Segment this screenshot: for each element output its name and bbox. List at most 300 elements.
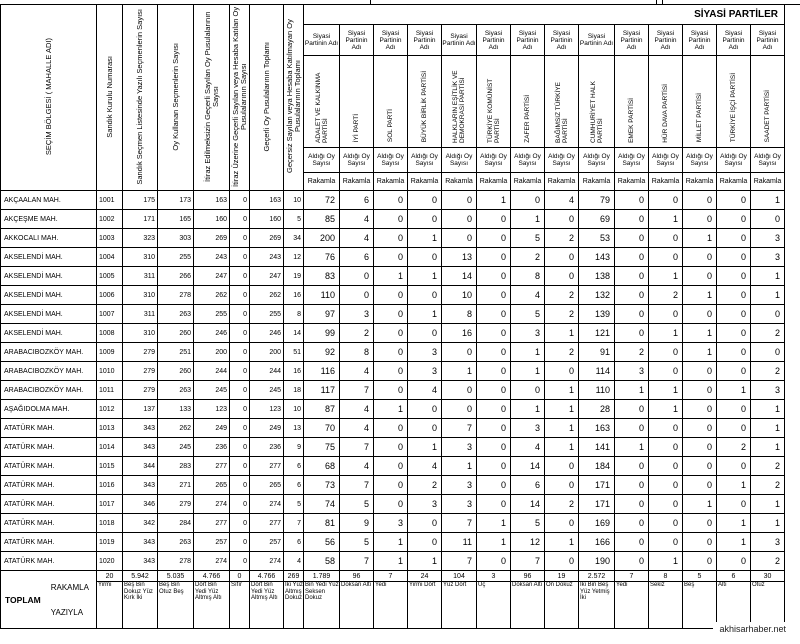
- party-vote: 0: [477, 419, 511, 438]
- table-row: [1, 400, 785, 419]
- party-vote: 0: [649, 362, 683, 381]
- party-vote: 0: [477, 248, 511, 267]
- party-vote: 0: [477, 305, 511, 324]
- cell-value: 265: [194, 476, 230, 495]
- table-row: [1, 286, 785, 305]
- party-vote: 1: [683, 343, 717, 362]
- ward-name: ARABACIBOZKÖY MAH.: [1, 343, 97, 362]
- party-name-label: Siyasi Partinin Adı: [408, 25, 442, 56]
- cell-value: 1011: [97, 381, 123, 400]
- cell-value: 344: [123, 457, 158, 476]
- party-vote: 0: [545, 248, 579, 267]
- party-name: TÜRKİYE İŞÇİ PARTİSİ: [730, 73, 737, 143]
- cell-value: 1012: [97, 400, 123, 419]
- cell-value: 0: [230, 552, 250, 571]
- cell-value: 246: [250, 324, 284, 343]
- party-vote: 1: [408, 438, 442, 457]
- party-vote: 0: [649, 343, 683, 362]
- cell-value: 160: [250, 210, 284, 229]
- party-name-label: Siyasi Partinin Adı: [374, 25, 408, 56]
- cell-value: 0: [230, 248, 250, 267]
- cell-value: 0: [230, 419, 250, 438]
- cell-value: 13: [284, 419, 304, 438]
- party-vote: 0: [545, 362, 579, 381]
- party-vote: 0: [717, 191, 751, 210]
- party-vote: 1: [717, 476, 751, 495]
- total-written: Altı: [717, 582, 751, 629]
- cell-value: 14: [284, 324, 304, 343]
- party-vote: 0: [374, 305, 408, 324]
- party-vote: 1: [374, 552, 408, 571]
- party-vote: 0: [615, 533, 649, 552]
- cell-value: 278: [158, 552, 194, 571]
- cell-value: 283: [158, 457, 194, 476]
- party-vote: 5: [340, 533, 374, 552]
- party-vote: 7: [340, 552, 374, 571]
- party-name-label: Siyasi Partinin Adı: [751, 25, 785, 56]
- cell-value: 200: [194, 343, 230, 362]
- party-vote: 0: [442, 191, 477, 210]
- party-vote: 0: [408, 248, 442, 267]
- total-written: Beş: [683, 582, 717, 629]
- party-vote: 0: [717, 400, 751, 419]
- cell-value: 310: [123, 248, 158, 267]
- party-vote: 1: [545, 438, 579, 457]
- cell-value: 0: [230, 343, 250, 362]
- received-votes-label: Aldığı Oy Sayısı: [615, 148, 649, 173]
- party-vote: 0: [477, 457, 511, 476]
- received-votes-label: Aldığı Oy Sayısı: [751, 148, 785, 173]
- party-vote: 0: [683, 400, 717, 419]
- cell-value: 262: [194, 286, 230, 305]
- parties-title: SİYASİ PARTİLER: [304, 5, 785, 25]
- cell-value: 0: [230, 495, 250, 514]
- ward-name: AKSELENDİ MAH.: [1, 324, 97, 343]
- party-vote: 2: [751, 457, 785, 476]
- cell-value: 274: [250, 552, 284, 571]
- cell-value: 247: [250, 267, 284, 286]
- party-vote: 28: [579, 400, 615, 419]
- party-vote: 0: [374, 229, 408, 248]
- party-vote: 0: [374, 343, 408, 362]
- party-name-label: Siyasi Partinin Adı: [477, 25, 511, 56]
- party-vote: 0: [615, 400, 649, 419]
- party-name: SOL PARTİ: [387, 109, 394, 143]
- party-name: HÜR DAVA PARTİSİ: [662, 83, 669, 143]
- party-vote: 1: [545, 381, 579, 400]
- total-written: On Dokuz: [545, 582, 579, 629]
- party-vote: 1: [649, 552, 683, 571]
- ward-name: ATATÜRK MAH.: [1, 457, 97, 476]
- party-vote: 3: [408, 495, 442, 514]
- party-vote: 0: [615, 324, 649, 343]
- party-vote: 85: [304, 210, 340, 229]
- party-vote: 0: [717, 267, 751, 286]
- party-vote: 0: [717, 419, 751, 438]
- party-vote: 3: [340, 305, 374, 324]
- cell-value: 277: [194, 514, 230, 533]
- column-header-label: Oy Kullanan Seçmenlerin Sayısı: [170, 42, 180, 151]
- party-vote: 0: [545, 476, 579, 495]
- cell-value: 260: [158, 362, 194, 381]
- party-vote: 7: [442, 514, 477, 533]
- party-vote: 83: [304, 267, 340, 286]
- party-vote: 1: [649, 210, 683, 229]
- party-name-4: [442, 56, 477, 148]
- cell-value: 1008: [97, 324, 123, 343]
- ward-name: ARABACIBOZKÖY MAH.: [1, 362, 97, 381]
- totals-written-label: YAZIYLA: [50, 607, 84, 617]
- party-vote: 2: [545, 229, 579, 248]
- total-written: Üç: [477, 582, 511, 629]
- party-vote: 0: [408, 324, 442, 343]
- cell-value: 123: [250, 400, 284, 419]
- party-vote: 0: [477, 286, 511, 305]
- party-vote: 2: [751, 324, 785, 343]
- cell-value: 0: [230, 400, 250, 419]
- received-votes-label: Aldığı Oy Sayısı: [477, 148, 511, 173]
- party-vote: 0: [683, 267, 717, 286]
- party-name: HALKLARIN EŞİTLİK VE DEMOKRASİ PARTİSİ: [452, 69, 466, 143]
- total-numeric: 2.572: [579, 571, 615, 582]
- party-vote: 2: [751, 552, 785, 571]
- party-vote: 1: [374, 533, 408, 552]
- party-vote: 116: [304, 362, 340, 381]
- party-vote: 12: [511, 533, 545, 552]
- received-votes-label: Aldığı Oy Sayısı: [408, 148, 442, 173]
- party-vote: 3: [511, 324, 545, 343]
- party-vote: 1: [511, 400, 545, 419]
- total-numeric: 5.942: [123, 571, 158, 582]
- party-vote: 6: [511, 476, 545, 495]
- party-vote: 56: [304, 533, 340, 552]
- party-vote: 0: [649, 476, 683, 495]
- party-vote: 1: [374, 400, 408, 419]
- total-numeric: 7: [615, 571, 649, 582]
- party-vote: 4: [511, 438, 545, 457]
- cell-value: 163: [250, 191, 284, 210]
- total-written: Bin Yedi Yüz Seksen Dokuz: [304, 582, 340, 629]
- party-vote: 0: [408, 400, 442, 419]
- party-vote: 4: [340, 210, 374, 229]
- party-vote: 8: [511, 267, 545, 286]
- table-row: [1, 476, 785, 495]
- total-written: İki Yüz Altmış Dokuz: [284, 582, 304, 629]
- received-votes-label: Aldığı Oy Sayısı: [717, 148, 751, 173]
- party-vote: 4: [340, 457, 374, 476]
- party-vote: 0: [717, 324, 751, 343]
- party-vote: 0: [615, 514, 649, 533]
- table-row: [1, 533, 785, 552]
- party-vote: 5: [511, 229, 545, 248]
- total-numeric: 3: [477, 571, 511, 582]
- party-vote: 1: [477, 191, 511, 210]
- header-col-5: [250, 5, 284, 191]
- party-vote: 2: [717, 438, 751, 457]
- party-vote: 7: [442, 419, 477, 438]
- party-vote: 4: [340, 362, 374, 381]
- total-numeric: 269: [284, 571, 304, 582]
- cell-value: 266: [158, 267, 194, 286]
- party-vote: 1: [408, 267, 442, 286]
- party-vote: 1: [477, 514, 511, 533]
- party-vote: 0: [511, 191, 545, 210]
- total-numeric: 4.766: [250, 571, 284, 582]
- party-vote: 3: [511, 419, 545, 438]
- party-vote: 2: [545, 343, 579, 362]
- party-vote: 7: [340, 381, 374, 400]
- party-vote: 0: [649, 419, 683, 438]
- party-vote: 0: [408, 210, 442, 229]
- cell-value: 0: [230, 267, 250, 286]
- party-vote: 79: [579, 191, 615, 210]
- cell-value: 265: [250, 476, 284, 495]
- party-vote: 0: [477, 476, 511, 495]
- party-vote: 4: [408, 457, 442, 476]
- party-vote: 0: [717, 495, 751, 514]
- header-col-4: [230, 5, 250, 191]
- cell-value: 279: [158, 495, 194, 514]
- party-vote: 0: [340, 267, 374, 286]
- table-row: [1, 210, 785, 229]
- cell-value: 310: [123, 324, 158, 343]
- ward-name: ATATÜRK MAH.: [1, 514, 97, 533]
- party-vote: 163: [579, 419, 615, 438]
- ward-name: ATATÜRK MAH.: [1, 533, 97, 552]
- region-header-label: SEÇİM BÖLGESİ ( MAHALLE ADI): [43, 37, 53, 156]
- column-header-label: Geçerli Oy Pusulalarının Toplamı: [261, 41, 271, 152]
- table-row: [1, 248, 785, 267]
- party-name-label: Siyasi Partinin Adı: [717, 25, 751, 56]
- party-vote: 0: [442, 381, 477, 400]
- party-name-8: [579, 56, 615, 148]
- cell-value: 0: [230, 362, 250, 381]
- total-numeric: 30: [751, 571, 785, 582]
- column-header-label: İtiraz Üzerine Geçerli Sayılan veya Hesaba Katılan Oy Pusulalarının Sayısı: [230, 6, 248, 187]
- party-vote: 0: [374, 248, 408, 267]
- party-vote: 0: [477, 495, 511, 514]
- party-vote: 1: [545, 419, 579, 438]
- cell-value: 200: [250, 343, 284, 362]
- party-vote: 0: [751, 305, 785, 324]
- party-vote: 97: [304, 305, 340, 324]
- total-numeric: 8: [649, 571, 683, 582]
- party-vote: 171: [579, 495, 615, 514]
- party-vote: 11: [442, 533, 477, 552]
- cell-value: 9: [284, 438, 304, 457]
- cell-value: 5: [284, 210, 304, 229]
- party-vote: 0: [408, 191, 442, 210]
- party-vote: 1: [408, 305, 442, 324]
- party-vote: 6: [340, 248, 374, 267]
- party-name-11: [683, 56, 717, 148]
- total-written: Yüz Dört: [442, 582, 477, 629]
- party-name-5: [477, 56, 511, 148]
- cell-value: 5: [284, 495, 304, 514]
- party-name: ZAFER PARTİSİ: [524, 94, 531, 143]
- cell-value: 243: [250, 248, 284, 267]
- header-col-1: [123, 5, 158, 191]
- received-votes-label: Aldığı Oy Sayısı: [683, 148, 717, 173]
- header-col-0: [97, 5, 123, 191]
- cell-value: 163: [194, 191, 230, 210]
- cell-value: 6: [284, 533, 304, 552]
- cell-value: 278: [158, 286, 194, 305]
- cell-value: 8: [284, 305, 304, 324]
- cell-value: 10: [284, 191, 304, 210]
- party-name-label: Siyasi Partinin Adı: [579, 25, 615, 56]
- party-name-10: [649, 56, 683, 148]
- party-vote: 0: [374, 191, 408, 210]
- cell-value: 251: [158, 343, 194, 362]
- cell-value: 0: [230, 476, 250, 495]
- party-vote: 1: [649, 324, 683, 343]
- party-vote: 0: [477, 229, 511, 248]
- numeric-label: Rakamla: [374, 173, 408, 191]
- party-vote: 1: [717, 514, 751, 533]
- cell-value: 245: [250, 381, 284, 400]
- cell-value: 1017: [97, 495, 123, 514]
- cell-value: 0: [230, 533, 250, 552]
- party-name-label: Siyasi Partinin Adı: [304, 25, 340, 56]
- received-votes-label: Aldığı Oy Sayısı: [649, 148, 683, 173]
- party-vote: 0: [683, 305, 717, 324]
- party-vote: 0: [477, 267, 511, 286]
- party-name-label: Siyasi Partinin Adı: [615, 25, 649, 56]
- total-numeric: 5: [683, 571, 717, 582]
- total-numeric: 0: [230, 571, 250, 582]
- party-vote: 0: [683, 476, 717, 495]
- party-vote: 0: [717, 286, 751, 305]
- party-vote: 110: [304, 286, 340, 305]
- cell-value: 279: [123, 362, 158, 381]
- cell-value: 263: [158, 533, 194, 552]
- cell-value: 323: [123, 229, 158, 248]
- totals-numeric-label: RAKAMLA: [50, 582, 89, 592]
- total-numeric: 7: [374, 571, 408, 582]
- party-name: İYİ PARTİ: [353, 114, 360, 143]
- numeric-label: Rakamla: [683, 173, 717, 191]
- party-vote: 3: [374, 514, 408, 533]
- party-vote: 1: [442, 457, 477, 476]
- party-vote: 3: [751, 229, 785, 248]
- party-vote: 0: [649, 533, 683, 552]
- total-written: Yirmi: [97, 582, 123, 629]
- party-vote: 2: [408, 476, 442, 495]
- total-written: Sıfır: [230, 582, 250, 629]
- party-vote: 0: [374, 476, 408, 495]
- table-row: [1, 438, 785, 457]
- party-vote: 166: [579, 533, 615, 552]
- total-written: Otuz: [751, 582, 785, 629]
- party-vote: 2: [751, 476, 785, 495]
- party-vote: 1: [751, 438, 785, 457]
- party-vote: 0: [615, 191, 649, 210]
- party-vote: 0: [649, 457, 683, 476]
- party-name-label: Siyasi Partinin Adı: [511, 25, 545, 56]
- cell-value: 274: [194, 552, 230, 571]
- cell-value: 244: [194, 362, 230, 381]
- cell-value: 257: [194, 533, 230, 552]
- party-vote: 58: [304, 552, 340, 571]
- party-name: BÜYÜK BİRLİK PARTİSİ: [421, 71, 428, 143]
- party-vote: 8: [442, 305, 477, 324]
- ward-name: ATATÜRK MAH.: [1, 495, 97, 514]
- cell-value: 247: [194, 267, 230, 286]
- party-name: MİLLET PARTİSİ: [696, 93, 703, 143]
- cell-value: 284: [158, 514, 194, 533]
- cell-value: 12: [284, 248, 304, 267]
- numeric-label: Rakamla: [442, 173, 477, 191]
- party-vote: 0: [717, 362, 751, 381]
- cell-value: 0: [230, 457, 250, 476]
- party-vote: 2: [545, 495, 579, 514]
- party-name-2: [374, 56, 408, 148]
- table-row: [1, 229, 785, 248]
- party-vote: 143: [579, 248, 615, 267]
- party-vote: 0: [717, 248, 751, 267]
- party-vote: 0: [615, 305, 649, 324]
- party-vote: 0: [374, 362, 408, 381]
- party-vote: 1: [683, 495, 717, 514]
- party-vote: 7: [511, 552, 545, 571]
- cell-value: 1020: [97, 552, 123, 571]
- ward-name: AŞAĞIDOLMA MAH.: [1, 400, 97, 419]
- party-name-1: [340, 56, 374, 148]
- cell-value: 171: [123, 210, 158, 229]
- party-vote: 4: [511, 286, 545, 305]
- cell-value: 269: [194, 229, 230, 248]
- cell-value: 236: [250, 438, 284, 457]
- cell-value: 1005: [97, 267, 123, 286]
- party-vote: 1: [751, 419, 785, 438]
- party-vote: 0: [477, 552, 511, 571]
- party-vote: 0: [545, 514, 579, 533]
- cell-value: 260: [158, 324, 194, 343]
- party-vote: 0: [649, 305, 683, 324]
- party-vote: 3: [442, 476, 477, 495]
- party-vote: 0: [649, 248, 683, 267]
- cell-value: 245: [158, 438, 194, 457]
- received-votes-label: Aldığı Oy Sayısı: [442, 148, 477, 173]
- total-numeric: 24: [408, 571, 442, 582]
- party-vote: 1: [683, 286, 717, 305]
- party-vote: 6: [340, 191, 374, 210]
- table-row: [1, 381, 785, 400]
- party-vote: 5: [340, 495, 374, 514]
- cell-value: 343: [123, 533, 158, 552]
- party-vote: 0: [374, 210, 408, 229]
- total-written: Doksan Altı: [340, 582, 374, 629]
- cell-value: 0: [230, 324, 250, 343]
- party-vote: 4: [340, 419, 374, 438]
- cell-value: 249: [194, 419, 230, 438]
- cell-value: 311: [123, 305, 158, 324]
- cell-value: 160: [194, 210, 230, 229]
- table-row: [1, 495, 785, 514]
- cell-value: 343: [123, 438, 158, 457]
- cell-value: 0: [230, 191, 250, 210]
- cell-value: 1018: [97, 514, 123, 533]
- party-vote: 190: [579, 552, 615, 571]
- party-vote: 2: [545, 286, 579, 305]
- cell-value: 1001: [97, 191, 123, 210]
- total-written: İki Bin Beş Yüz Yetmiş İki: [579, 582, 615, 629]
- cell-value: 257: [250, 533, 284, 552]
- party-name-0: [304, 56, 340, 148]
- cell-value: 1014: [97, 438, 123, 457]
- party-vote: 2: [340, 324, 374, 343]
